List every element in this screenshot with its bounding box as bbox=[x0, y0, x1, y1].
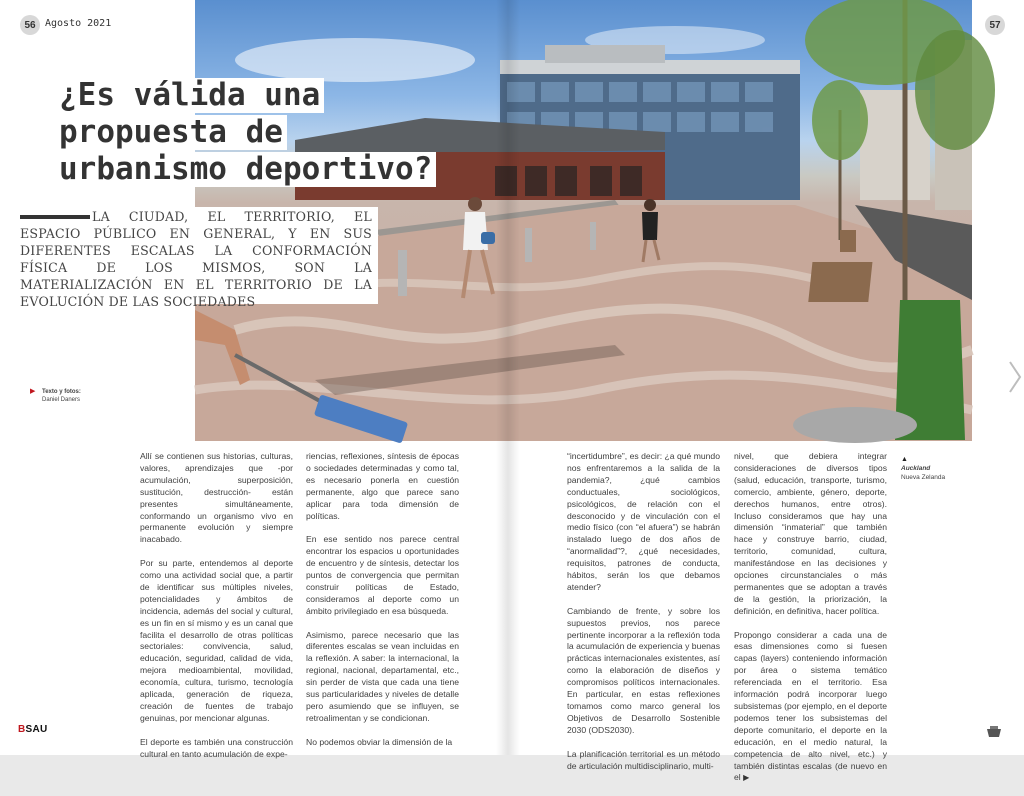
continue-arrow-icon: ▶ bbox=[743, 773, 750, 783]
triangle-up-icon: ▲ bbox=[901, 456, 908, 463]
headline-line-3: urbanismo deportivo? bbox=[55, 152, 436, 187]
issue-date: Agosto 2021 bbox=[45, 18, 112, 29]
caption-country: Nueva Zelanda bbox=[901, 474, 946, 481]
author-credit bbox=[30, 388, 81, 404]
paragraph: Cambiando de frente, y sobre los supuestos previos, nos parece pertinente incorporar a la reflexión toda la acumulación de experiencia y buenas prácticas internacionales existentes, así como la elaboración de diseños y compromisos políticos internacionales. En particular, en estas reflexiones tomamos como marco general los Objetivos de Desarrollo Sostenible 2030 (ODS2030). bbox=[567, 605, 720, 735]
triangle-right-icon: ▶ bbox=[30, 388, 36, 395]
paragraph: Por su parte, entendemos al deporte como una actividad social que, a partir de identificar sus múltiples niveles, potencialidades y ámbitos de incidencia, además del social y cultural, es un fin en sí mismo y es un canal que facilita el desarrollo de otras políticas sectoriales: convivencia, salud, educación, seguridad, calidad de vida, mejora medioambiental, movilidad, economía, cultura, turismo, tecnología aplicada, generación de riqueza, creación de fuentes de trabajo genuinas, por mencionar algunas. bbox=[140, 558, 293, 723]
body-column-4 bbox=[734, 451, 887, 796]
paragraph: Asimismo, parece necesario que las diferentes escalas se vean incluidas en la reflexión. A saber: la internacional, la regional, nacional, departamental, etc., sin perder de vista que cada una tiene sus particularidades y niveles de detalle pero asumiendo que se influyen, se retroalimentan y se condicionan. bbox=[306, 629, 459, 723]
brand-rest: SAU bbox=[25, 724, 48, 735]
credit-label: Texto y fotos: bbox=[42, 389, 81, 395]
paragraph bbox=[734, 630, 887, 785]
paragraph: riencias, reflexiones, síntesis de épocas o sociedades determinadas y como tal, es necesario ponerla en cuestión permanente, algo que parece sano aplicar para toda dimensión de políticas. bbox=[306, 451, 459, 521]
brand-prefix: B bbox=[18, 724, 26, 735]
left-page-number: 56 bbox=[20, 15, 40, 35]
paragraph: nivel, que debiera integrar consideraciones de diversos tipos (salud, educación, transporte, turismo, comercio, ambiente, género, deporte, derechos humanos, entre otros). Incluso consideramos que hay una dimensión “inmaterial” que también hace y construye barrio, ciudad, territorio, comunidad, cultura, manifestándose en las decisiones y opciones circunstanciales o más permanentes que se adoptan a través de la gestión, la priorización, la definición, en definitiva, hacer política. bbox=[734, 451, 887, 616]
photo-caption bbox=[901, 455, 945, 482]
paragraph: “incertidumbre”, es decir: ¿a qué mundo nos enfrentaremos a la salida de la pandemia?, ¿qué cambios conductuales, sociológicos, psicológicos, de relación con el desconocido y de vinculación con el medio físico (con “el afuera”) se habrán instalado luego de dos años de “anormalidad”?, ¿qué necesidades, requisitos, patrones de conducta, hábitos, serán los que debamos atender? bbox=[567, 451, 720, 592]
article-headline bbox=[55, 76, 475, 187]
body-column-1 bbox=[140, 451, 293, 772]
paragraph: Allí se contienen sus historias, culturas, valores, aprendizajes que -por acumulación, superposición, sustitución, destrucción- están presentes simultáneamente, conformando un organismo vivo en permanente evolución y siempre inacabado. bbox=[140, 451, 293, 545]
next-page-chevron-icon[interactable] bbox=[1008, 360, 1022, 394]
right-page-number: 57 bbox=[985, 15, 1005, 35]
body-column-3 bbox=[567, 451, 720, 784]
body-column-2 bbox=[306, 451, 459, 761]
caption-place: Auckland bbox=[901, 465, 931, 472]
paragraph: La planificación territorial es un método de articulación multidisciplinario, multi- bbox=[567, 748, 720, 771]
magazine-brand bbox=[18, 724, 48, 735]
footer-logo-icon bbox=[986, 726, 1002, 738]
paragraph-text: Propongo considerar a cada una de esas dimensiones como si fuesen capas (layers) conteniendo información por área o sistema temático referenciada en el territorio. Esa información podrá incorporar luego subsistemas (por ejemplo, en el deporte podemos tener los subsistemas del deporte comunitario, el deporte en la educación, en el medio natural, la competencia de alto nivel, etc.) y también distintas escalas (de nuevo en el bbox=[734, 629, 887, 783]
paragraph: No podemos obviar la dimensión de la bbox=[306, 736, 453, 747]
article-lead: LA CIUDAD, EL TERRITORIO, EL ESPACIO PÚBLICO EN GENERAL, Y EN SUS DIFERENTES ESCALAS LA CONFORMACIÓN FÍSICA DE LOS MISMOS, SON LA MATERIALIZACIÓN EN EL TERRITORIO DE LA EVOLUCIÓN DE LAS SOCIEDADES bbox=[20, 209, 372, 309]
credit-author: Daniel Daners bbox=[42, 397, 81, 403]
headline-line-1: ¿Es válida una bbox=[55, 78, 324, 113]
paragraph: En ese sentido nos parece central encontrar los espacios u oportunidades de encuentro y de síntesis, detectar los puntos de convergencia que permitan construir políticas de Estado, consideramos al deporte como un ámbito privilegiado en esa búsqueda. bbox=[306, 534, 459, 616]
paragraph: El deporte es también una construcción cultural en tanto acumulación de expe- bbox=[140, 736, 293, 759]
headline-line-2: propuesta de bbox=[55, 115, 287, 150]
